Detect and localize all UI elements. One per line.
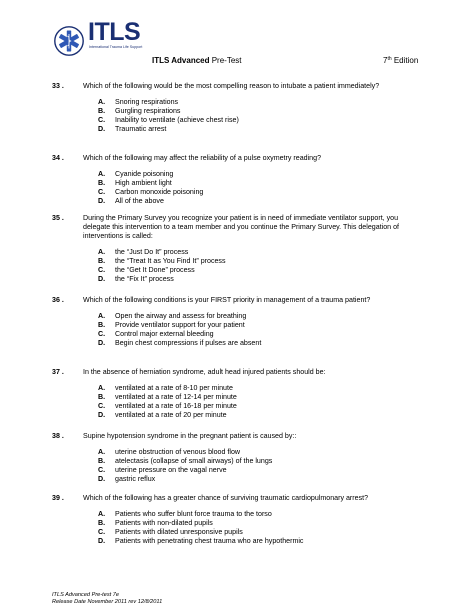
question-number: 39 . xyxy=(52,494,64,502)
question-item xyxy=(52,432,424,484)
option-letter: B. xyxy=(98,321,106,329)
option-letter: A. xyxy=(98,98,106,106)
answer-option xyxy=(52,528,424,537)
answer-option xyxy=(52,510,424,519)
question-text: Which of the following may affect the reliability of a pulse oxymetry reading? xyxy=(83,154,322,162)
answer-option xyxy=(52,125,424,134)
option-text: ventilated at a rate of 20 per minute xyxy=(115,411,227,419)
answer-options xyxy=(52,248,424,284)
edition-label xyxy=(383,56,418,66)
footer-line-title: ITLS Advanced Pre-test 7e xyxy=(52,592,119,598)
question-number: 33 . xyxy=(52,82,64,90)
logo-wordmark: ITLS xyxy=(88,18,141,46)
question-text: During the Primary Survey you recognize your patient is in need of immediate ventilator support, you delegate this intervention to a team member and you continue the Primary Survey. This delegation of interventions is called: xyxy=(83,214,399,240)
option-text: Inability to ventilate (achieve chest rise) xyxy=(115,116,239,124)
answer-options xyxy=(52,170,424,206)
option-text: Control major external bleeding xyxy=(115,330,214,338)
question-item xyxy=(52,214,424,284)
option-text: Patients with penetrating chest trauma who are hypothermic xyxy=(115,537,304,545)
question-text: Supine hypotension syndrome in the pregnant patient is caused by:: xyxy=(83,432,297,440)
answer-option xyxy=(52,393,424,402)
edition-suffix: th xyxy=(387,56,392,62)
option-text: Patients who suffer blunt force trauma to the torso xyxy=(115,510,272,518)
page-title xyxy=(152,56,242,66)
page-header xyxy=(0,0,474,90)
answer-option xyxy=(52,330,424,339)
option-text: Patients with non-dilated pupils xyxy=(115,519,213,527)
option-text: the “Treat It as You Find It” process xyxy=(115,257,226,265)
answer-option xyxy=(52,312,424,321)
answer-option xyxy=(52,384,424,393)
question-text: Which of the following would be the most compelling reason to intubate a patient immediately? xyxy=(83,82,380,90)
question-item xyxy=(52,494,424,546)
option-text: Patients with dilated unresponsive pupils xyxy=(115,528,243,536)
option-letter: D. xyxy=(98,339,106,347)
question-item xyxy=(52,368,424,420)
star-of-life-logo-icon xyxy=(54,26,84,56)
answer-options xyxy=(52,510,424,546)
option-text: Open the airway and assess for breathing xyxy=(115,312,247,320)
question-text: In the absence of herniation syndrome, adult head injured patients should be: xyxy=(83,368,326,376)
option-text: Gurgling respirations xyxy=(115,107,181,115)
option-text: Provide ventilator support for your patient xyxy=(115,321,245,329)
answer-option xyxy=(52,257,424,266)
question-text: Which of the following conditions is your FIRST priority in management of a trauma patient? xyxy=(83,296,371,304)
option-text: Begin chest compressions if pulses are absent xyxy=(115,339,262,347)
answer-option xyxy=(52,339,424,348)
option-text: Snoring respirations xyxy=(115,98,179,106)
answer-option xyxy=(52,402,424,411)
option-letter: B. xyxy=(98,519,106,527)
answer-option xyxy=(52,275,424,284)
option-letter: C. xyxy=(98,528,106,536)
answer-option xyxy=(52,197,424,206)
option-letter: C. xyxy=(98,188,106,196)
answer-option xyxy=(52,321,424,330)
option-letter: B. xyxy=(98,457,106,465)
option-letter: A. xyxy=(98,312,106,320)
option-letter: C. xyxy=(98,116,106,124)
option-text: the “Fix It” process xyxy=(115,275,174,283)
option-letter: D. xyxy=(98,411,106,419)
option-text: uterine pressure on the vagal nerve xyxy=(115,466,227,474)
answer-option xyxy=(52,107,424,116)
answer-option xyxy=(52,170,424,179)
answer-option xyxy=(52,537,424,546)
question-text: Which of the following has a greater chance of surviving traumatic cardiopulmonary arrest? xyxy=(83,494,369,502)
option-letter: A. xyxy=(98,170,106,178)
footer-line-release: Release Date November 2011 rev 12/8/2011 xyxy=(52,599,163,605)
option-letter: B. xyxy=(98,179,106,187)
answer-option xyxy=(52,466,424,475)
answer-options xyxy=(52,98,424,134)
option-letter: C. xyxy=(98,330,106,338)
option-letter: C. xyxy=(98,466,106,474)
page-title-bold: ITLS Advanced xyxy=(152,56,210,65)
option-text: the “Just Do It” process xyxy=(115,248,189,256)
option-text: All of the above xyxy=(115,197,164,205)
answer-option xyxy=(52,116,424,125)
question-item xyxy=(52,296,424,348)
answer-option xyxy=(52,411,424,420)
option-text: Carbon monoxide poisoning xyxy=(115,188,204,196)
question-number: 35 . xyxy=(52,214,64,222)
answer-option xyxy=(52,457,424,466)
option-letter: A. xyxy=(98,248,106,256)
option-text: High ambient light xyxy=(115,179,172,187)
option-letter: A. xyxy=(98,448,106,456)
option-letter: A. xyxy=(98,384,106,392)
option-letter: B. xyxy=(98,107,106,115)
option-letter: B. xyxy=(98,257,106,265)
option-letter: D. xyxy=(98,475,106,483)
answer-option xyxy=(52,519,424,528)
edition-word: Edition xyxy=(391,56,419,65)
answer-option xyxy=(52,179,424,188)
option-text: ventilated at a rate of 16-18 per minute xyxy=(115,402,237,410)
question-item xyxy=(52,154,424,206)
answer-options xyxy=(52,448,424,484)
question-number: 38 . xyxy=(52,432,64,440)
question-item xyxy=(52,82,424,134)
question-number: 34 . xyxy=(52,154,64,162)
option-letter: D. xyxy=(98,537,106,545)
answer-option xyxy=(52,448,424,457)
option-text: atelectasis (collapse of small airways) of the lungs xyxy=(115,457,273,465)
option-text: uterine obstruction of venous blood flow xyxy=(115,448,241,456)
option-letter: B. xyxy=(98,393,106,401)
page-footer xyxy=(52,592,162,606)
option-text: ventilated at a rate of 12-14 per minute xyxy=(115,393,237,401)
answer-option xyxy=(52,248,424,257)
option-text: gastric reflux xyxy=(115,475,156,483)
question-number: 36 . xyxy=(52,296,64,304)
option-text: Traumatic arrest xyxy=(115,125,167,133)
option-letter: A. xyxy=(98,510,106,518)
edition-number: 7 xyxy=(383,56,388,65)
question-number: 37 . xyxy=(52,368,64,376)
answer-options xyxy=(52,312,424,348)
answer-option xyxy=(52,475,424,484)
option-letter: D. xyxy=(98,275,106,283)
answer-option xyxy=(52,98,424,107)
option-text: ventilated at a rate of 8-10 per minute xyxy=(115,384,233,392)
answer-option xyxy=(52,266,424,275)
option-letter: C. xyxy=(98,402,106,410)
logo-subtitle: International Trauma Life Support xyxy=(89,45,143,49)
option-letter: D. xyxy=(98,125,106,133)
option-text: Cyanide poisoning xyxy=(115,170,174,178)
option-letter: C. xyxy=(98,266,106,274)
answer-option xyxy=(52,188,424,197)
option-text: the “Get It Done” process xyxy=(115,266,195,274)
answer-options xyxy=(52,384,424,420)
page-title-rest: Pre-Test xyxy=(209,56,242,65)
option-letter: D. xyxy=(98,197,106,205)
